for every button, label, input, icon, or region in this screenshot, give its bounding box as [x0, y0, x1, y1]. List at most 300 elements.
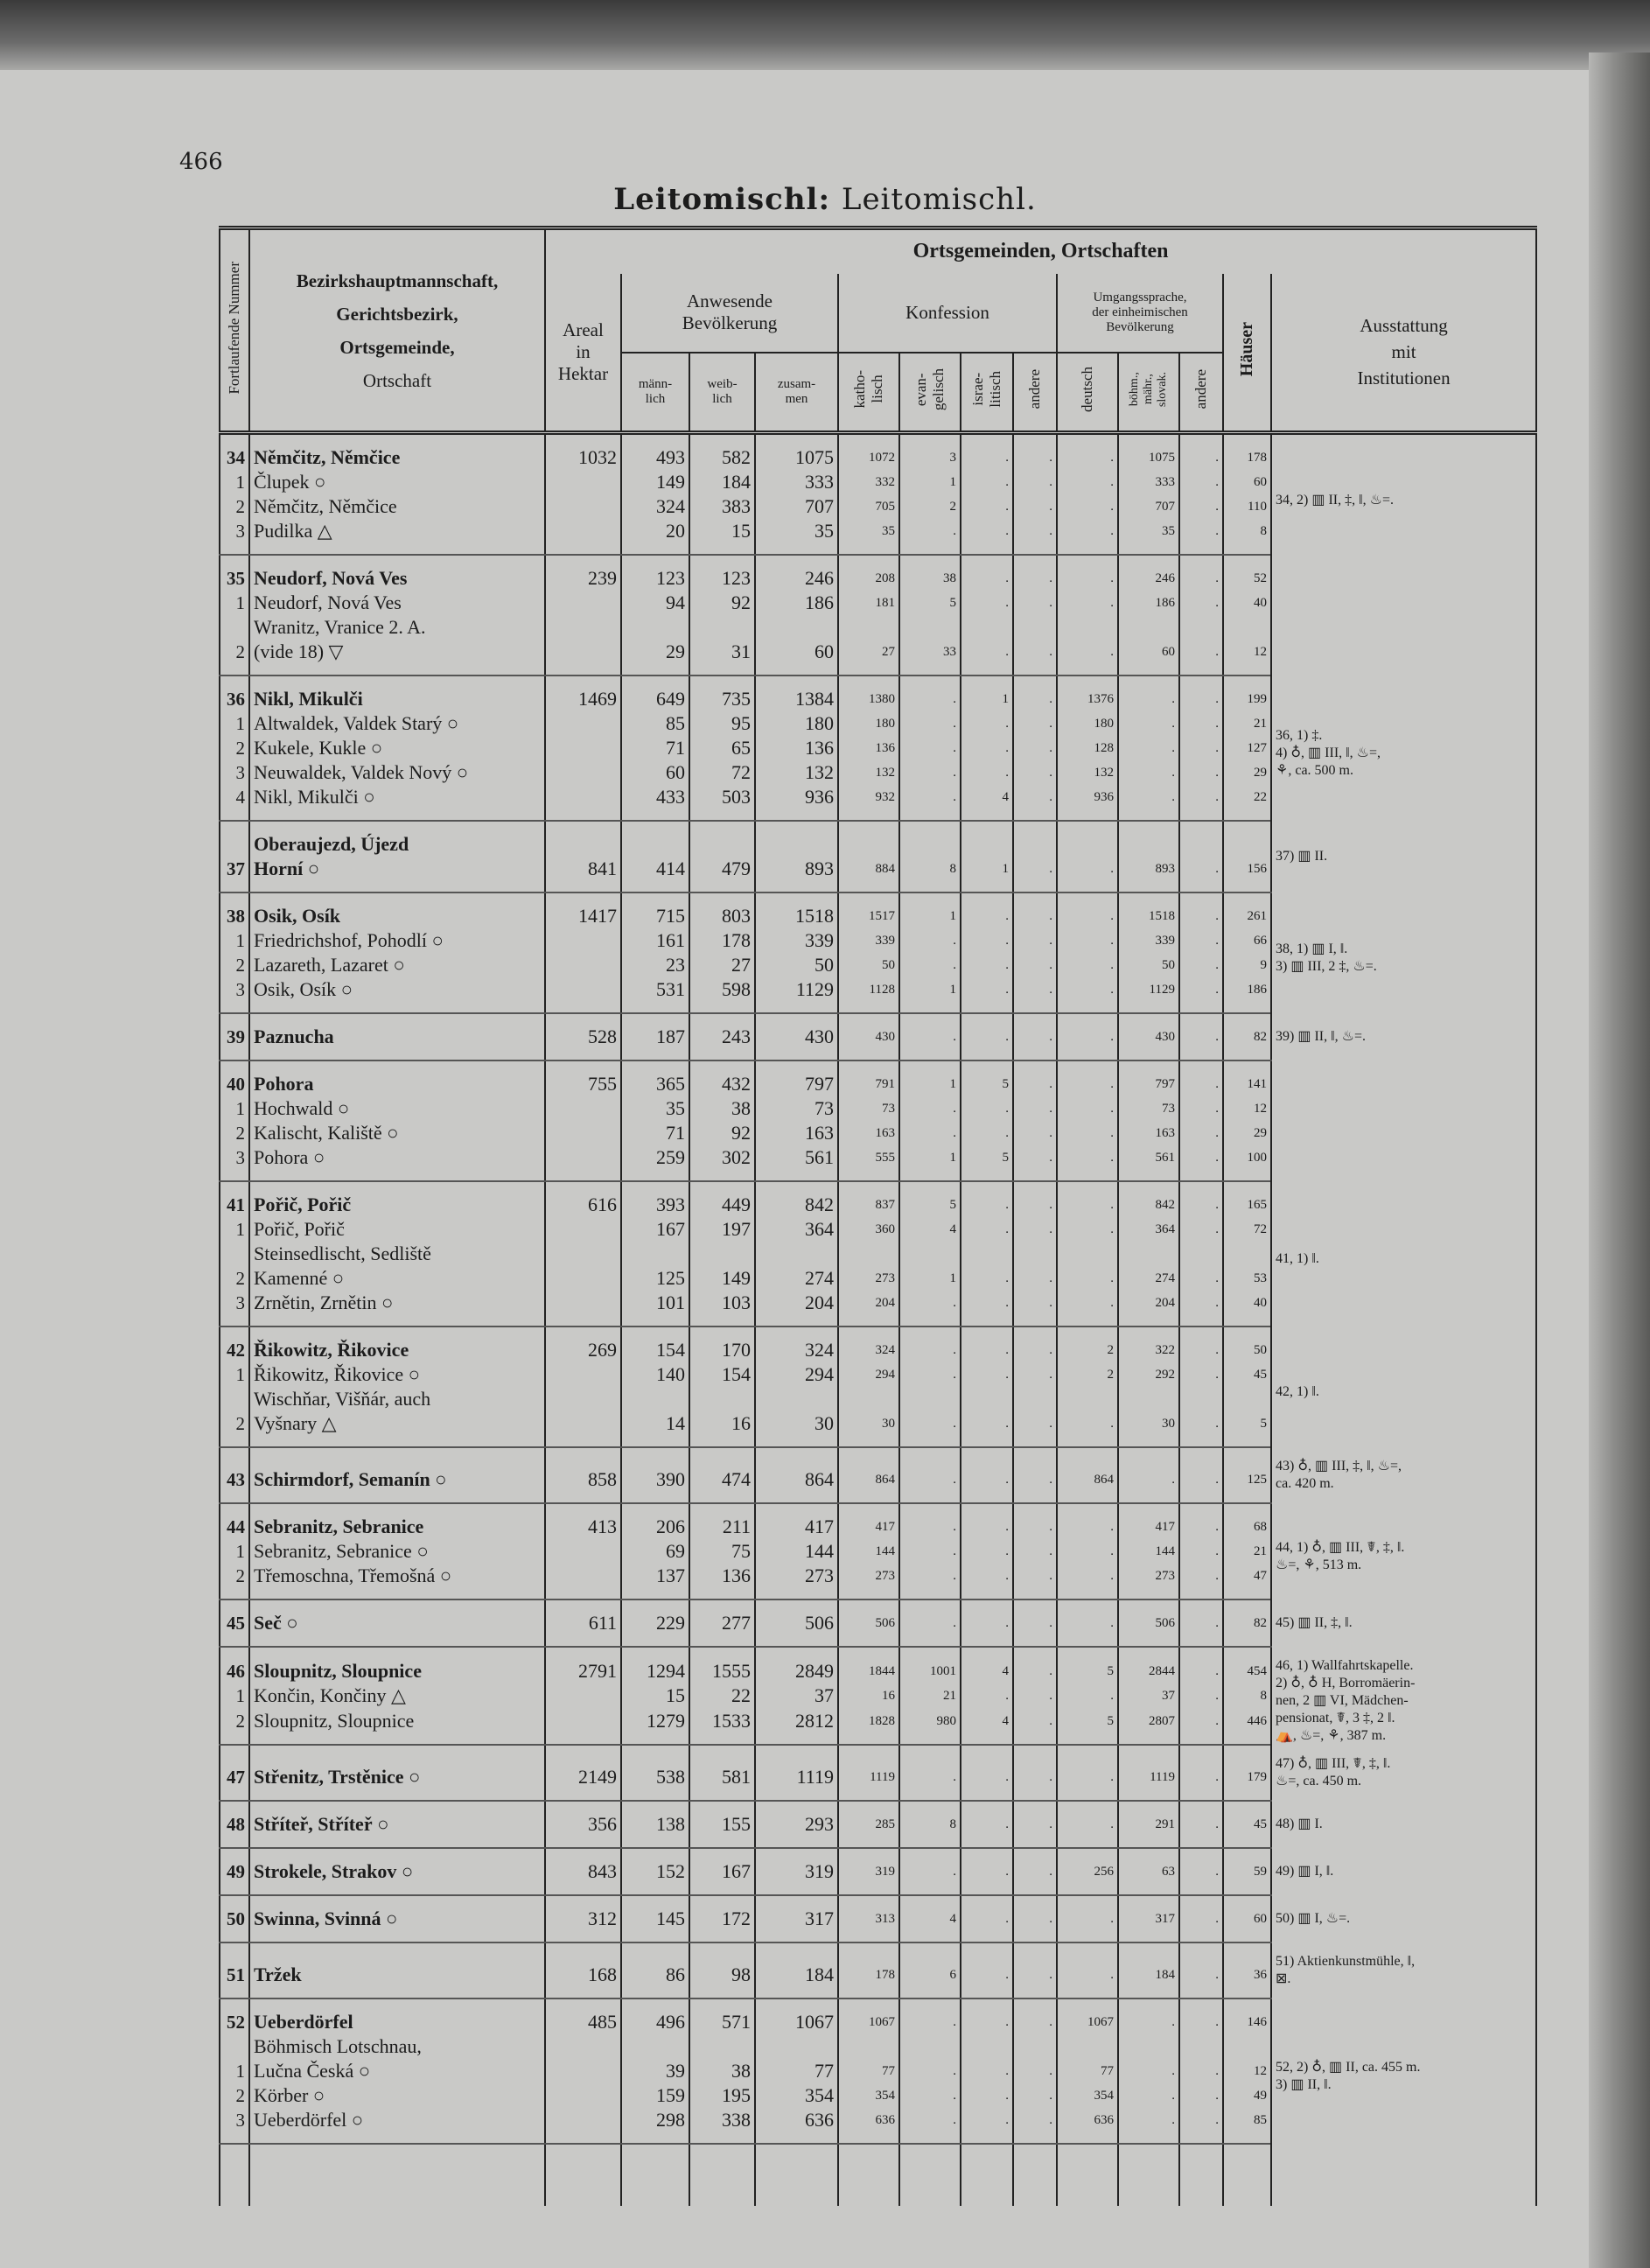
catholic-cell: 1828	[838, 1708, 899, 1745]
area-cell: 485	[545, 1998, 621, 2034]
other-language-cell: .	[1179, 433, 1223, 471]
female-cell: 154	[689, 1362, 755, 1387]
other-language-cell: .	[1179, 676, 1223, 711]
total-cell: 430	[755, 1013, 838, 1060]
table-row	[220, 1745, 1536, 1801]
jewish-cell: .	[961, 591, 1013, 615]
row-number-cell: 2	[220, 736, 249, 760]
czech-cell: 184	[1118, 1942, 1179, 1998]
german-cell: 1067	[1057, 1998, 1118, 2034]
czech-cell: 50	[1118, 953, 1179, 977]
total-cell: 506	[755, 1600, 838, 1647]
other-language-cell: .	[1179, 2108, 1223, 2144]
place-name-cell: Ueberdörfel ○	[249, 2108, 545, 2144]
catholic-cell: 77	[838, 2034, 899, 2083]
protestant-cell: 1	[899, 977, 961, 1013]
catholic-cell: 1119	[838, 1745, 899, 1801]
table-row	[220, 1181, 1536, 1217]
protestant-cell: 1001	[899, 1647, 961, 1684]
female-cell: 123	[689, 555, 755, 591]
row-number-cell: 1	[220, 1217, 249, 1242]
header-name: Bezirkshauptmannschaft, Gerichtsbezirk, Ortsgemeinde, Ortschaft	[249, 228, 545, 433]
empty-cell	[1013, 2144, 1057, 2206]
row-number-cell: 34	[220, 433, 249, 471]
other-confession-cell: .	[1013, 1447, 1057, 1503]
male-cell: 167	[621, 1217, 689, 1242]
row-number-cell: 35	[220, 555, 249, 591]
other-confession-cell: .	[1013, 1708, 1057, 1745]
area-cell: 312	[545, 1895, 621, 1942]
total-cell: 1518	[755, 892, 838, 928]
czech-cell: 186	[1118, 591, 1179, 615]
total-cell: 842	[755, 1181, 838, 1217]
header-nr: Fortlaufende Nummer	[220, 228, 249, 433]
other-language-cell: .	[1179, 977, 1223, 1013]
place-name-cell: Swinna, Svinná ○	[249, 1895, 545, 1942]
total-cell: 864	[755, 1447, 838, 1503]
male-cell: 390	[621, 1447, 689, 1503]
protestant-cell: 38	[899, 555, 961, 591]
protestant-cell: .	[899, 1387, 961, 1447]
place-name-cell: Neudorf, Nová Ves	[249, 591, 545, 615]
empty-cell	[220, 2144, 249, 2206]
houses-cell: 141	[1223, 1060, 1271, 1096]
catholic-cell: 324	[838, 1326, 899, 1362]
male-cell: 154	[621, 1326, 689, 1362]
czech-cell: 797	[1118, 1060, 1179, 1096]
female-cell: 735	[689, 676, 755, 711]
jewish-cell: .	[961, 494, 1013, 519]
german-cell: .	[1057, 821, 1118, 892]
place-name-cell: Nikl, Mikulči ○	[249, 785, 545, 821]
female-cell: 474	[689, 1447, 755, 1503]
header-czech: böhm., mähr., slovak.	[1118, 353, 1179, 433]
institutions-note: 39) ▥ II, ‖, ♨=.	[1271, 1013, 1536, 1060]
catholic-cell: 294	[838, 1362, 899, 1387]
total-cell: 333	[755, 470, 838, 494]
czech-cell: 707	[1118, 494, 1179, 519]
jewish-cell: .	[961, 1387, 1013, 1447]
houses-cell: 446	[1223, 1708, 1271, 1745]
protestant-cell: .	[899, 1121, 961, 1145]
area-cell: 1469	[545, 676, 621, 711]
female-cell: 277	[689, 1600, 755, 1647]
catholic-cell: 705	[838, 494, 899, 519]
row-number-cell: 1	[220, 1362, 249, 1387]
male-cell: 71	[621, 736, 689, 760]
male-cell: 161	[621, 928, 689, 953]
institutions-note: 48) ▥ I.	[1271, 1801, 1536, 1848]
row-number-cell: 2	[220, 953, 249, 977]
czech-cell: 430	[1118, 1013, 1179, 1060]
institutions-note: 42, 1) ‖.	[1271, 1326, 1536, 1447]
german-cell: .	[1057, 433, 1118, 471]
jewish-cell: 4	[961, 1708, 1013, 1745]
german-cell: .	[1057, 1013, 1118, 1060]
female-cell: 92	[689, 591, 755, 615]
place-name-cell: Lazareth, Lazaret ○	[249, 953, 545, 977]
other-confession-cell: .	[1013, 1060, 1057, 1096]
row-number-cell: 47	[220, 1745, 249, 1801]
place-name-cell: Wischňar, Višňár, auch Vyšnary △	[249, 1387, 545, 1447]
jewish-cell: 1	[961, 821, 1013, 892]
czech-cell: 893	[1118, 821, 1179, 892]
protestant-cell: .	[899, 1503, 961, 1539]
place-name-cell: Sloupnitz, Sloupnice	[249, 1647, 545, 1684]
czech-cell: 1075	[1118, 433, 1179, 471]
catholic-cell: 273	[838, 1242, 899, 1291]
protestant-cell: .	[899, 1096, 961, 1121]
german-cell: .	[1057, 1942, 1118, 1998]
other-confession-cell: .	[1013, 1013, 1057, 1060]
houses-cell: 9	[1223, 953, 1271, 977]
female-cell: 1533	[689, 1708, 755, 1745]
female-cell: 38	[689, 1096, 755, 1121]
houses-cell: 82	[1223, 1013, 1271, 1060]
german-cell: 1376	[1057, 676, 1118, 711]
row-number-cell: 4	[220, 785, 249, 821]
other-confession-cell: .	[1013, 1647, 1057, 1684]
area-cell: 269	[545, 1326, 621, 1362]
row-number-cell: 46	[220, 1647, 249, 1684]
row-number-cell: 43	[220, 1447, 249, 1503]
other-confession-cell: .	[1013, 1564, 1057, 1600]
female-cell: 136	[689, 1564, 755, 1600]
houses-cell: 454	[1223, 1647, 1271, 1684]
jewish-cell: .	[961, 1362, 1013, 1387]
catholic-cell: 339	[838, 928, 899, 953]
other-confession-cell: .	[1013, 892, 1057, 928]
total-cell: 186	[755, 591, 838, 615]
other-confession-cell: .	[1013, 928, 1057, 953]
place-name-cell: Pohora ○	[249, 1145, 545, 1181]
header-confession: Konfession	[838, 274, 1057, 353]
place-name-cell: Böhmisch Lotschnau, Lučna Česká ○	[249, 2034, 545, 2083]
houses-cell: 85	[1223, 2108, 1271, 2144]
female-cell: 302	[689, 1145, 755, 1181]
female-cell: 170	[689, 1326, 755, 1362]
czech-cell: 1518	[1118, 892, 1179, 928]
row-number-cell: 1	[220, 470, 249, 494]
municipality-group	[220, 1998, 1536, 2144]
table-header	[220, 228, 1536, 433]
protestant-cell: 6	[899, 1942, 961, 1998]
protestant-cell: 1	[899, 1145, 961, 1181]
czech-cell: 2844	[1118, 1647, 1179, 1684]
row-number-cell: 45	[220, 1600, 249, 1647]
protestant-cell: 5	[899, 591, 961, 615]
catholic-cell: 181	[838, 591, 899, 615]
protestant-cell: 1	[899, 892, 961, 928]
other-language-cell: .	[1179, 519, 1223, 555]
other-confession-cell: .	[1013, 1242, 1057, 1291]
other-language-cell: .	[1179, 1539, 1223, 1564]
protestant-cell: .	[899, 1447, 961, 1503]
male-cell: 324	[621, 494, 689, 519]
male-cell: 1294	[621, 1647, 689, 1684]
houses-cell: 179	[1223, 1745, 1271, 1801]
total-cell: 936	[755, 785, 838, 821]
jewish-cell: .	[961, 1998, 1013, 2034]
german-cell: 864	[1057, 1447, 1118, 1503]
table-row	[220, 1503, 1536, 1539]
male-cell: 123	[621, 555, 689, 591]
jewish-cell: .	[961, 760, 1013, 785]
institutions-note: 50) ▥ I, ♨=.	[1271, 1895, 1536, 1942]
header-male: männ- lich	[621, 353, 689, 433]
title-district-czech: Leitomischl.	[841, 182, 1037, 217]
empty-cell	[755, 2144, 838, 2206]
row-number-cell: 1	[220, 1096, 249, 1121]
total-cell: 180	[755, 711, 838, 736]
protestant-cell: .	[899, 1013, 961, 1060]
houses-cell: 22	[1223, 785, 1271, 821]
jewish-cell: 5	[961, 1060, 1013, 1096]
statistics-table	[219, 226, 1537, 2206]
jewish-cell: .	[961, 1942, 1013, 1998]
female-cell: 178	[689, 928, 755, 953]
catholic-cell: 1072	[838, 433, 899, 471]
other-confession-cell: .	[1013, 711, 1057, 736]
jewish-cell: .	[961, 892, 1013, 928]
german-cell: .	[1057, 1539, 1118, 1564]
area-cell	[545, 1096, 621, 1121]
other-confession-cell: .	[1013, 615, 1057, 676]
other-language-cell: .	[1179, 1181, 1223, 1217]
catholic-cell: 864	[838, 1447, 899, 1503]
row-number-cell: 2	[220, 615, 249, 676]
municipality-group	[220, 1942, 1536, 1998]
row-number-cell: 1	[220, 1539, 249, 1564]
municipality-group	[220, 1745, 1536, 1801]
houses-cell: 60	[1223, 1895, 1271, 1942]
czech-cell: 163	[1118, 1121, 1179, 1145]
german-cell: .	[1057, 470, 1118, 494]
male-cell: 145	[621, 1895, 689, 1942]
table-row	[220, 1600, 1536, 1647]
czech-cell: 561	[1118, 1145, 1179, 1181]
female-cell: 571	[689, 1998, 755, 2034]
other-language-cell: .	[1179, 1848, 1223, 1895]
protestant-cell: .	[899, 953, 961, 977]
male-cell: 433	[621, 785, 689, 821]
protestant-cell: .	[899, 1998, 961, 2034]
header-population: Anwesende Bevölkerung	[621, 274, 838, 353]
jewish-cell: .	[961, 1326, 1013, 1362]
row-number-cell: 2	[220, 494, 249, 519]
catholic-cell: 1067	[838, 1998, 899, 2034]
czech-cell: 2807	[1118, 1708, 1179, 1745]
other-confession-cell: .	[1013, 1684, 1057, 1709]
protestant-cell: 2	[899, 494, 961, 519]
german-cell: .	[1057, 1096, 1118, 1121]
czech-cell: 333	[1118, 470, 1179, 494]
other-confession-cell: .	[1013, 1217, 1057, 1242]
area-cell	[545, 1684, 621, 1709]
area-cell: 616	[545, 1181, 621, 1217]
row-number-cell: 2	[220, 2083, 249, 2108]
place-name-cell: Friedrichshof, Pohodlí ○	[249, 928, 545, 953]
total-cell: 324	[755, 1326, 838, 1362]
jewish-cell: .	[961, 1096, 1013, 1121]
header-catholic: katho- lisch	[838, 353, 899, 433]
czech-cell: 339	[1118, 928, 1179, 953]
houses-cell: 8	[1223, 1684, 1271, 1709]
other-confession-cell: .	[1013, 494, 1057, 519]
male-cell: 159	[621, 2083, 689, 2108]
other-language-cell: .	[1179, 1745, 1223, 1801]
municipality-group	[220, 1503, 1536, 1600]
houses-cell: 261	[1223, 892, 1271, 928]
institutions-note: 52, 2) ♁, ▥ II, ca. 455 m. 3) ▥ II, ‖.	[1271, 1998, 1536, 2144]
other-language-cell: .	[1179, 1684, 1223, 1709]
female-cell: 479	[689, 821, 755, 892]
male-cell: 20	[621, 519, 689, 555]
area-cell: 611	[545, 1600, 621, 1647]
row-number-cell: 3	[220, 1291, 249, 1326]
place-name-cell: Střenitz, Trstěnice ○	[249, 1745, 545, 1801]
other-confession-cell: .	[1013, 555, 1057, 591]
other-confession-cell: .	[1013, 1848, 1057, 1895]
total-cell: 636	[755, 2108, 838, 2144]
municipality-group	[220, 1801, 1536, 1848]
catholic-cell: 636	[838, 2108, 899, 2144]
protestant-cell: 33	[899, 615, 961, 676]
place-name-cell: Altwaldek, Valdek Starý ○	[249, 711, 545, 736]
female-cell: 92	[689, 1121, 755, 1145]
male-cell: 125	[621, 1242, 689, 1291]
czech-cell: .	[1118, 2034, 1179, 2083]
male-cell: 60	[621, 760, 689, 785]
header-other-language: andere	[1179, 353, 1223, 433]
protestant-cell: .	[899, 928, 961, 953]
other-confession-cell: .	[1013, 470, 1057, 494]
protestant-cell: .	[899, 711, 961, 736]
area-cell	[545, 953, 621, 977]
area-cell: 841	[545, 821, 621, 892]
catholic-cell: 35	[838, 519, 899, 555]
catholic-cell: 319	[838, 1848, 899, 1895]
other-language-cell: .	[1179, 555, 1223, 591]
houses-cell: 68	[1223, 1503, 1271, 1539]
area-cell: 2149	[545, 1745, 621, 1801]
german-cell: .	[1057, 892, 1118, 928]
other-confession-cell: .	[1013, 977, 1057, 1013]
institutions-note	[1271, 1060, 1536, 1181]
female-cell: 211	[689, 1503, 755, 1539]
protestant-cell: 980	[899, 1708, 961, 1745]
male-cell: 298	[621, 2108, 689, 2144]
row-number-cell: 37	[220, 821, 249, 892]
empty-cell	[1271, 2144, 1536, 2206]
municipality-group	[220, 1600, 1536, 1647]
table-row	[220, 676, 1536, 711]
institutions-note: 49) ▥ I, ‖.	[1271, 1848, 1536, 1895]
catholic-cell: 354	[838, 2083, 899, 2108]
houses-cell: 66	[1223, 928, 1271, 953]
protestant-cell: .	[899, 676, 961, 711]
jewish-cell: .	[961, 555, 1013, 591]
empty-cell	[545, 2144, 621, 2206]
houses-cell: 40	[1223, 591, 1271, 615]
german-cell: .	[1057, 1121, 1118, 1145]
male-cell: 393	[621, 1181, 689, 1217]
jewish-cell: .	[961, 1801, 1013, 1848]
other-confession-cell: .	[1013, 760, 1057, 785]
houses-cell: 110	[1223, 494, 1271, 519]
other-language-cell: .	[1179, 2083, 1223, 2108]
institutions-note: 34, 2) ▥ II, ‡, ‖, ♨=.	[1271, 433, 1536, 556]
male-cell: 39	[621, 2034, 689, 2083]
total-cell: 339	[755, 928, 838, 953]
protestant-cell: 1	[899, 1242, 961, 1291]
other-confession-cell: .	[1013, 1121, 1057, 1145]
total-cell: 73	[755, 1096, 838, 1121]
area-cell	[545, 519, 621, 555]
area-cell	[545, 2083, 621, 2108]
other-language-cell: .	[1179, 1708, 1223, 1745]
german-cell: .	[1057, 1895, 1118, 1942]
row-number-cell: 50	[220, 1895, 249, 1942]
catholic-cell: 1844	[838, 1647, 899, 1684]
houses-cell: 186	[1223, 977, 1271, 1013]
male-cell: 365	[621, 1060, 689, 1096]
other-language-cell: .	[1179, 1217, 1223, 1242]
page-title	[0, 182, 1650, 217]
other-language-cell: .	[1179, 1145, 1223, 1181]
male-cell: 138	[621, 1801, 689, 1848]
male-cell: 414	[621, 821, 689, 892]
catholic-cell: 555	[838, 1145, 899, 1181]
place-name-cell: Řikowitz, Řikovice ○	[249, 1362, 545, 1387]
empty-cell	[838, 2144, 899, 2206]
row-number-cell: 3	[220, 760, 249, 785]
total-cell: 132	[755, 760, 838, 785]
protestant-cell: .	[899, 2083, 961, 2108]
municipality-group	[220, 1060, 1536, 1181]
protestant-cell: 8	[899, 1801, 961, 1848]
other-language-cell: .	[1179, 591, 1223, 615]
houses-cell: 60	[1223, 470, 1271, 494]
header-other-confession: andere	[1013, 353, 1057, 433]
other-language-cell: .	[1179, 1998, 1223, 2034]
other-language-cell: .	[1179, 1362, 1223, 1387]
houses-cell: 12	[1223, 2034, 1271, 2083]
czech-cell: 144	[1118, 1539, 1179, 1564]
place-name-cell: Nikl, Mikulči	[249, 676, 545, 711]
other-language-cell: .	[1179, 928, 1223, 953]
municipality-group	[220, 1447, 1536, 1503]
other-confession-cell: .	[1013, 591, 1057, 615]
czech-cell: 246	[1118, 555, 1179, 591]
table-row	[220, 555, 1536, 591]
czech-cell: 30	[1118, 1387, 1179, 1447]
jewish-cell: .	[961, 470, 1013, 494]
area-cell	[545, 1564, 621, 1600]
protestant-cell: 1	[899, 470, 961, 494]
jewish-cell: .	[961, 953, 1013, 977]
row-number-cell: 1	[220, 1684, 249, 1709]
jewish-cell: .	[961, 1684, 1013, 1709]
area-cell: 239	[545, 555, 621, 591]
place-name-cell: Neudorf, Nová Ves	[249, 555, 545, 591]
empty-cell	[1179, 2144, 1223, 2206]
catholic-cell: 285	[838, 1801, 899, 1848]
total-cell: 1129	[755, 977, 838, 1013]
female-cell: 449	[689, 1181, 755, 1217]
title-district: Leitomischl:	[613, 182, 831, 217]
row-number-cell: 44	[220, 1503, 249, 1539]
